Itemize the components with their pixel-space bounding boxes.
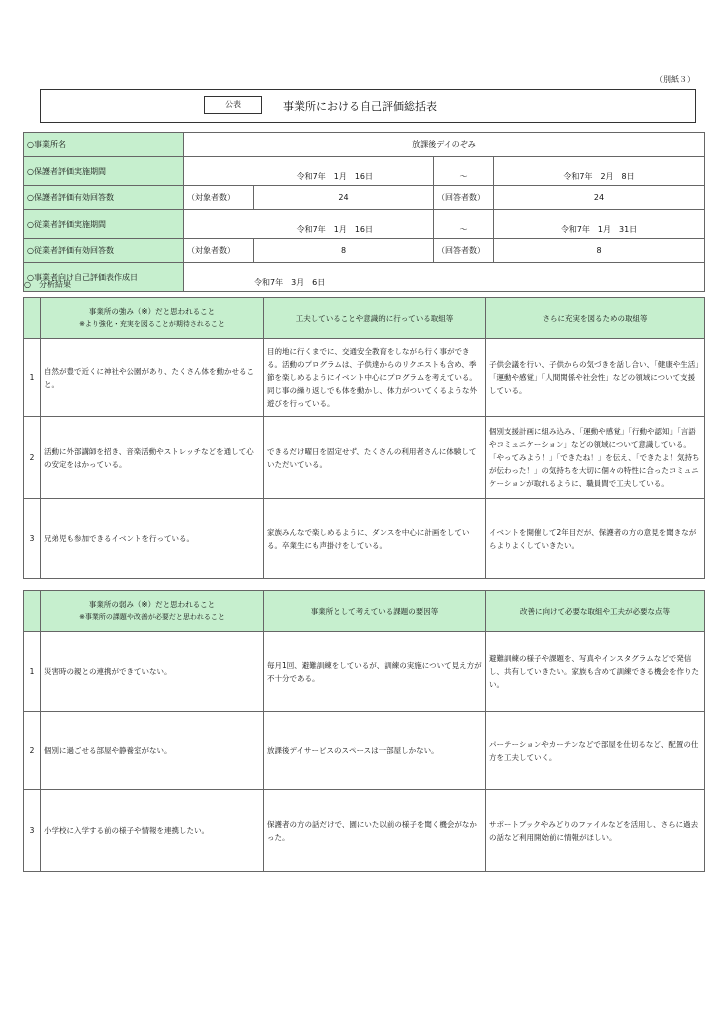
table-row bbox=[24, 417, 705, 499]
weaknesses-header bbox=[41, 591, 264, 632]
analysis-section-label: ○ 分析結果 bbox=[24, 280, 71, 289]
strengths-table bbox=[23, 297, 705, 579]
weakness-action-text: 避難訓練の様子や課題を、写真やインスタグラムなどで発信し、共有していきたい。家族も含めて訓練できる機会を作りたい。 bbox=[486, 632, 705, 712]
weakness-cause-text: 保護者の方の話だけで、園にいた以前の様子を聞く機会がなかった。 bbox=[264, 790, 486, 872]
annex-label: （別紙３） bbox=[655, 75, 695, 84]
weakness-action-text: パーテーションやカーテンなどで部屋を仕切るなど、配置の仕方を工夫していく。 bbox=[486, 712, 705, 790]
table-row bbox=[24, 632, 705, 712]
row-number: 1 bbox=[24, 632, 41, 712]
strength-improve-text: イベントを開催して2年目だが、保護者の方の意見を聞きながらよりよくしていきたい。 bbox=[486, 499, 705, 579]
public-badge: 公表 bbox=[204, 96, 262, 114]
info-table bbox=[23, 132, 705, 292]
staff-period-label: ○従業者評価実施期間 bbox=[24, 210, 184, 239]
selfeval-date: 令和7年 3月 6日 bbox=[184, 263, 705, 292]
guardian-target-value: 24 bbox=[254, 186, 434, 210]
staff-response-label: （回答者数） bbox=[434, 239, 494, 263]
row-number: 1 bbox=[24, 339, 41, 417]
strengths-header bbox=[41, 298, 264, 339]
table-row bbox=[24, 339, 705, 417]
row-number: 2 bbox=[24, 417, 41, 499]
strength-text: 兄弟児も参加できるイベントを行っている。 bbox=[41, 499, 264, 579]
strengths-improve-header: さらに充実を図るための取組等 bbox=[486, 298, 705, 339]
title-box bbox=[40, 89, 696, 123]
guardian-response-value: 24 bbox=[494, 186, 705, 210]
guardian-target-label: （対象者数） bbox=[184, 186, 254, 210]
header-blank bbox=[24, 298, 41, 339]
weakness-text: 個別に過ごせる部屋や静養室がない。 bbox=[41, 712, 264, 790]
staff-period-sep: ～ bbox=[434, 210, 494, 239]
guardian-period-end: 令和7年 2月 8日 bbox=[494, 157, 705, 186]
strength-effort-text: 家族みんなで楽しめるように、ダンスを中心に計画をしている。卒業生にも声掛けをしている。 bbox=[264, 499, 486, 579]
weakness-action-text: サポートブックやみどりのファイルなどを活用し、さらに過去の話など利用開始前に情報がほしい。 bbox=[486, 790, 705, 872]
strength-improve-text: 個別支援計画に組み込み、「運動や感覚」「行動や認知」「言語やコミュニケーション」などの領域について意識している。「やってみよう！」「できたね！」を伝え、「できたよ！気持ちが伝わった！」の気持ちを大切に個々の特性に合ったコミュニケーションが取れるように、職員間で工夫している。 bbox=[486, 417, 705, 499]
staff-count-label: ○従業者評価有効回答数 bbox=[24, 239, 184, 263]
facility-label: ○事業所名 bbox=[24, 133, 184, 157]
table-row bbox=[24, 712, 705, 790]
strengths-header-main: 事業所の強み（※）だと思われること bbox=[88, 307, 216, 316]
guardian-period-sep: ～ bbox=[434, 157, 494, 186]
row-number: 3 bbox=[24, 499, 41, 579]
header-blank bbox=[24, 591, 41, 632]
weaknesses-actions-header: 改善に向けて必要な取組や工夫が必要な点等 bbox=[486, 591, 705, 632]
staff-period-start: 令和7年 1月 16日 bbox=[184, 210, 434, 239]
weakness-text: 小学校に入学する前の様子や情報を連携したい。 bbox=[41, 790, 264, 872]
row-number: 3 bbox=[24, 790, 41, 872]
guardian-response-label: （回答者数） bbox=[434, 186, 494, 210]
strength-effort-text: 目的地に行くまでに、交通安全教育をしながら行く事ができる。活動のプログラムは、子供達からのリクエストも含め、季節を楽しめるようにイベント中心にプログラムを考えている。同じ事の繰り返しでも体を動かし、体力がついてくるような外遊びを行っている。 bbox=[264, 339, 486, 417]
weaknesses-header-note: ※事業所の課題や改善が必要だと思われること bbox=[79, 613, 225, 621]
row-number: 2 bbox=[24, 712, 41, 790]
staff-target-label: （対象者数） bbox=[184, 239, 254, 263]
table-row bbox=[24, 790, 705, 872]
selfeval-date-label: ○事業者向け自己評価表作成日 bbox=[24, 263, 184, 292]
strengths-header-note: ※より強化・充実を図ることが期待されること bbox=[79, 320, 225, 328]
guardian-period-label: ○保護者評価実施期間 bbox=[24, 157, 184, 186]
weakness-cause-text: 放課後デイサービスのスペースは一部屋しかない。 bbox=[264, 712, 486, 790]
strengths-efforts-header: 工夫していることや意識的に行っている取組等 bbox=[264, 298, 486, 339]
weaknesses-header-main: 事業所の弱み（※）だと思われること bbox=[88, 600, 216, 609]
staff-target-value: 8 bbox=[254, 239, 434, 263]
strength-text: 活動に外部講師を招き、音楽活動やストレッチなどを通して心の安定をはかっている。 bbox=[41, 417, 264, 499]
weakness-text: 災害時の親との連携ができていない。 bbox=[41, 632, 264, 712]
weaknesses-causes-header: 事業所として考えている課題の要因等 bbox=[264, 591, 486, 632]
staff-response-value: 8 bbox=[494, 239, 705, 263]
document-title: 事業所における自己評価総括表 bbox=[283, 100, 437, 113]
facility-name: 放課後デイのぞみ bbox=[184, 133, 705, 157]
staff-period-end: 令和7年 1月 31日 bbox=[494, 210, 705, 239]
weakness-cause-text: 毎月1回、避難訓練をしているが、訓練の実施について見え方が不十分である。 bbox=[264, 632, 486, 712]
strength-improve-text: 子供会議を行い、子供からの気づきを話し合い、「健康や生活」「運動や感覚」「人間関係や社会性」などの領域について支援している。 bbox=[486, 339, 705, 417]
strength-text: 自然が豊で近くに神社や公園があり、たくさん体を動かせること。 bbox=[41, 339, 264, 417]
table-row bbox=[24, 499, 705, 579]
strength-effort-text: できるだけ曜日を固定せず、たくさんの利用者さんに体験していただいている。 bbox=[264, 417, 486, 499]
weaknesses-table bbox=[23, 590, 705, 872]
guardian-count-label: ○保護者評価有効回答数 bbox=[24, 186, 184, 210]
guardian-period-start: 令和7年 1月 16日 bbox=[184, 157, 434, 186]
